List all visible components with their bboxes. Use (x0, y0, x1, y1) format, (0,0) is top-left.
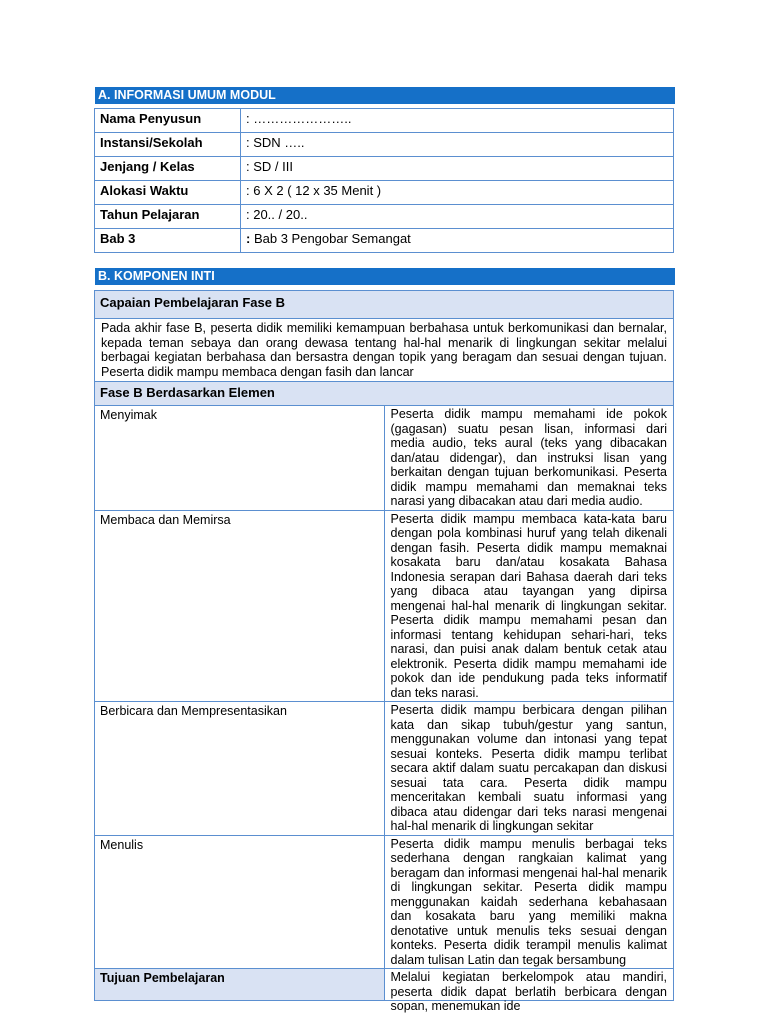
element-name: Menyimak (95, 406, 385, 511)
info-label: Nama Penyusun (95, 109, 241, 133)
table-row (95, 205, 674, 229)
tujuan-cell (384, 969, 674, 1013)
info-value: : 6 X 2 ( 12 x 35 Menit ) (241, 181, 674, 205)
core-table (94, 290, 674, 1013)
element-name: Menulis (95, 835, 385, 969)
info-value: : 20.. / 20.. (241, 205, 674, 229)
table-row (95, 406, 674, 511)
table-row (95, 835, 674, 969)
element-text: Peserta didik mampu menulis berbagai teks sederhana dengan rangkaian kalimat yang beragam dan informasi mengenai hal-hal menarik di lingkungan sekitar. Peserta didik mampu menggunakan kaidah sederhana kebahasaan dan kosakata baru yang memiliki makna denotative untuk menulis teks sesuai dengan konteks. Peserta didik terampil menulis kalimat dalam tulisan Latin dan tegak bersambung (384, 835, 674, 969)
capaian-text: Pada akhir fase B, peserta didik memiliki kemampuan berbahasa untuk berkomunikasi dan bernalar, kepada teman sebaya dan orang dewasa tentang hal-hal menarik di lingkungan sekitar melalui berbagai kegiatan berbahasa dan bersastra dengan topik yang beragam dan sesuai dengan tujuan. Peserta didik mampu membaca dengan fasih dan lancar (95, 319, 674, 382)
table-row (95, 382, 674, 406)
info-value: Bab 3 Pengobar Semangat (250, 231, 411, 246)
table-row (95, 133, 674, 157)
table-row (95, 319, 674, 382)
info-label: Jenjang / Kelas (95, 157, 241, 181)
table-row (95, 109, 674, 133)
tujuan-text: Melalui kegiatan berkelompok atau mandiri, peserta didik dapat berlatih berbicara dengan sopan, menemukan ide (390, 970, 667, 1013)
section-a-header: A. INFORMASI UMUM MODUL (95, 87, 675, 104)
table-row (95, 510, 674, 702)
table-row (95, 157, 674, 181)
info-label: Tahun Pelajaran (95, 205, 241, 229)
table-row (95, 229, 674, 253)
element-name: Berbicara dan Mempresentasikan (95, 702, 385, 836)
info-label: Bab 3 (95, 229, 241, 253)
table-row (95, 702, 674, 836)
info-value-prefix: : (246, 231, 251, 246)
element-name: Membaca dan Memirsa (95, 510, 385, 702)
fase-b-title: Fase B Berdasarkan Elemen (95, 382, 674, 406)
info-label: Instansi/Sekolah (95, 133, 241, 157)
table-row (95, 969, 674, 1001)
capaian-title: Capaian Pembelajaran Fase B (95, 291, 674, 319)
table-row (95, 181, 674, 205)
table-row (95, 291, 674, 319)
tujuan-label: Tujuan Pembelajaran (95, 969, 385, 1001)
section-b-header: B. KOMPONEN INTI (95, 268, 675, 285)
info-value-cell (241, 229, 674, 253)
info-value: : SDN ….. (241, 133, 674, 157)
info-value: : SD / III (241, 157, 674, 181)
element-text: Peserta didik mampu membaca kata-kata baru dengan pola kombinasi huruf yang telah dikenali dengan fasih. Peserta didik mampu memaknai kosakata baru dan/atau kosakata Bahasa Indonesia serapan dari Bahasa daerah dari teks yang dibaca atau tayangan yang dipirsa mengenai hal-hal menarik di lingkungan sekitar. Peserta didik mampu memahami pesan dan informasi tentang kehidupan sehari-hari, teks narasi, dan puisi anak dalam bentuk cetak atau elektronik. Peserta didik mampu memahami ide pokok dan ide pendukung pada teks informatif dan teks narasi. (384, 510, 674, 702)
info-label: Alokasi Waktu (95, 181, 241, 205)
info-value: : ………………….. (241, 109, 674, 133)
element-text: Peserta didik mampu memahami ide pokok (gagasan) suatu pesan lisan, informasi dari media audio, teks aural (teks yang dibacakan dan/atau didengar), dan instruksi lisan yang berkaitan dengan tujuan berkomunikasi. Peserta didik mampu memahami dan memaknai teks narasi yang dibacakan atau dari media audio. (384, 406, 674, 511)
info-table (94, 108, 674, 253)
element-text: Peserta didik mampu berbicara dengan pilihan kata dan sikap tubuh/gestur yang santun, menggunakan volume dan intonasi yang tepat sesuai konteks. Peserta didik mampu terlibat secara aktif dalam suatu percakapan dan diskusi sesuai tata cara. Peserta didik mampu menceritakan kembali suatu informasi yang dibaca atau didengar dari teks narasi mengenai hal-hal menarik di lingkungan sekitar (384, 702, 674, 836)
